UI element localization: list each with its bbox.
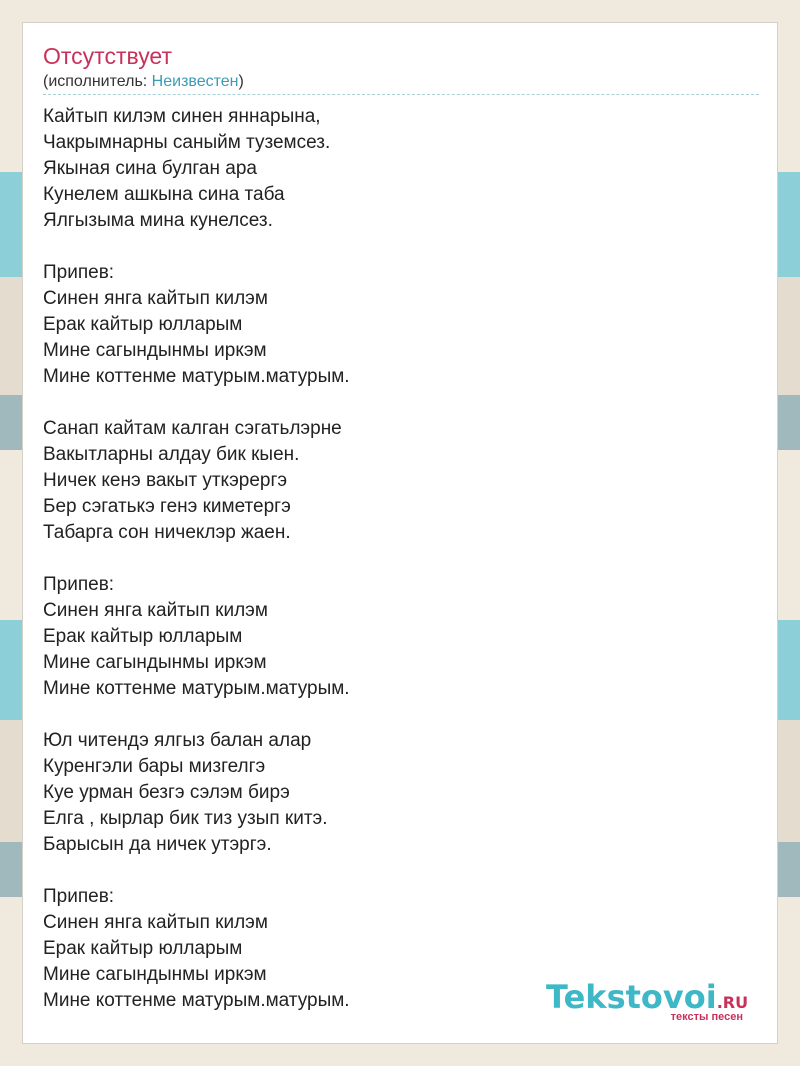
- lyric-line: Ничек кенэ вакыт уткэрергэ: [43, 470, 288, 491]
- lyric-line: Мине сагындынмы иркэм: [43, 340, 267, 361]
- lyric-line: Синен янга кайтып килэм: [43, 600, 268, 621]
- artist-suffix: ): [238, 73, 244, 90]
- lyric-line: Мине коттенме матурым.матурым.: [43, 366, 350, 387]
- lyric-line: Мине сагындынмы иркэм: [43, 652, 267, 673]
- lyric-line: Барысын да ничек утэргэ.: [43, 834, 272, 855]
- lyric-line: Табарга сон ничеклэр жаен.: [43, 522, 291, 543]
- title-divider: [43, 94, 759, 95]
- lyric-line: Санап кайтам калган сэгатьлэрне: [43, 418, 342, 439]
- lyric-line: Припев:: [43, 574, 115, 595]
- lyric-line: Елга , кырлар бик тиз узып китэ.: [43, 808, 328, 829]
- lyric-line: Ерак кайтыр юлларым: [43, 626, 243, 647]
- artist-line: [43, 73, 244, 91]
- artist-prefix: (исполнитель:: [43, 73, 152, 90]
- lyrics-card: [22, 22, 778, 1044]
- lyric-line: Припев:: [43, 262, 115, 283]
- lyric-line: Ерак кайтыр юлларым: [43, 938, 243, 959]
- lyric-line: Ерак кайтыр юлларым: [43, 314, 243, 335]
- lyric-line: Кунелем ашкына сина таба: [43, 184, 285, 205]
- lyric-line: Синен янга кайтып килэм: [43, 912, 268, 933]
- logo-wordmark: Tekstovoi: [546, 978, 717, 1016]
- lyric-line: Мине коттенме матурым.матурым.: [43, 990, 350, 1011]
- lyric-line: Чакрымнарны саныйм туземсез.: [43, 132, 331, 153]
- lyric-line: [43, 702, 350, 728]
- lyric-line: Синен янга кайтып килэм: [43, 288, 268, 309]
- song-title: Отсутствует: [43, 43, 172, 69]
- lyric-line: Мине коттенме матурым.матурым.: [43, 678, 350, 699]
- lyric-line: [43, 858, 350, 884]
- lyric-line: Якыная сина булган ара: [43, 158, 257, 179]
- lyric-line: [43, 234, 350, 260]
- lyric-line: Кайтып килэм синен яннарына,: [43, 106, 321, 127]
- logo-tagline: тексты песен: [670, 1011, 743, 1023]
- lyric-line: Куе урман безгэ сэлэм бирэ: [43, 782, 290, 803]
- lyric-line: Вакытларны алдау бик кыен.: [43, 444, 300, 465]
- lyric-line: Бер сэгатькэ генэ киметергэ: [43, 496, 291, 517]
- lyric-line: [43, 390, 350, 416]
- lyric-line: Мине сагындынмы иркэм: [43, 964, 267, 985]
- logo-domain: .RU: [716, 993, 749, 1012]
- artist-link[interactable]: Неизвестен: [151, 73, 239, 90]
- lyric-line: Юл читендэ ялгыз балан алар: [43, 730, 312, 751]
- lyrics-text: [43, 104, 350, 1014]
- lyric-line: Припев:: [43, 886, 115, 907]
- lyric-line: Ялгызыма мина кунелсез.: [43, 210, 273, 231]
- lyric-line: [43, 546, 350, 572]
- lyric-line: Куренгэли бары мизгелгэ: [43, 756, 266, 777]
